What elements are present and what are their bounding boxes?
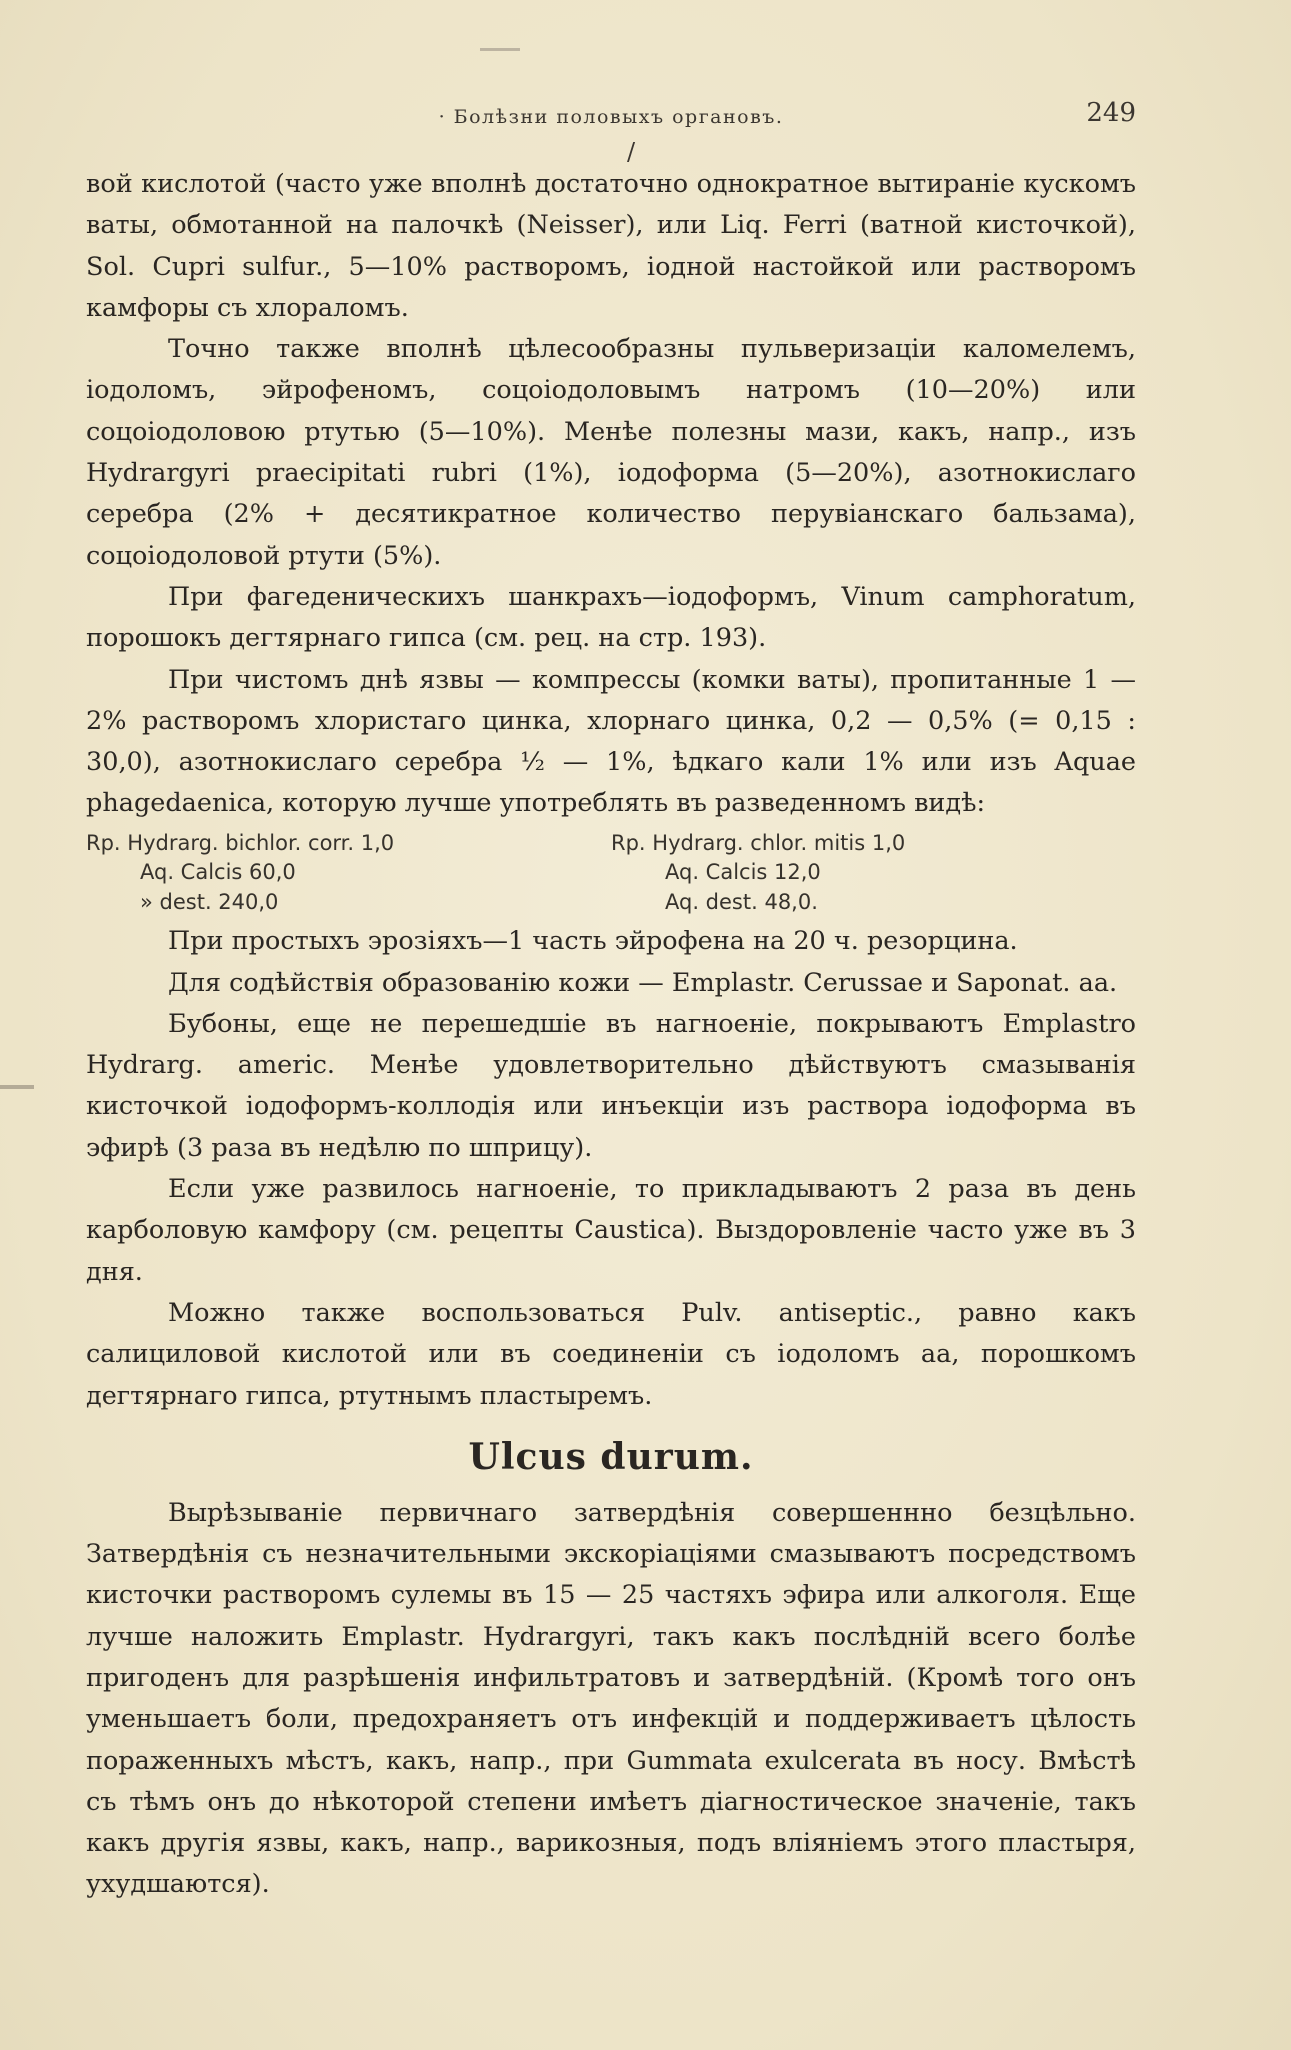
recipe-right	[611, 829, 1136, 918]
paragraph: Точно также вполнѣ цѣлесообразны пульверизаціи каломелемъ, іодоломъ, эйрофеномъ, соцоіодоловымъ натромъ (10—20%) или соцоіодоловою ртутью (5—10%). Менѣе полезны мази, какъ, напр., изъ Hydrargyri praecipitati rubri (1%), іодоформа (5—20%), азотнокислаго серебра (2% + десятикратное количество перувіанскаго бальзама), соцоіодоловой ртути (5%).	[86, 334, 1136, 571]
recipe-left	[86, 829, 611, 918]
paragraph: Вырѣзываніе первичнаго затвердѣнія совершеннно безцѣльно. Затвердѣнія съ незначительными экскоріаціями смазываютъ посредствомъ кисточки растворомъ сулемы въ 15 — 25 частяхъ эфира или алкоголя. Еще лучше наложить Emplastr. Hydrargyri, такъ какъ послѣдній всего болѣе пригоденъ для разрѣшенія инфильтратовъ и затвердѣній. (Кромѣ того онъ уменьшаетъ боли, предохраняетъ отъ инфекцій и поддерживаетъ цѣлость пораженныхъ мѣстъ, какъ, напр., при Gummata exulcerata въ носу. Вмѣстѣ съ тѣмъ онъ до нѣкоторой степени имѣетъ діагностическое значеніе, такъ какъ другія язвы, какъ, напр., варикозныя, подъ вліяніемъ этого пластыря, ухудшаются).	[86, 1497, 1136, 1900]
recipe-line: Aq. Calcis 60,0	[140, 860, 296, 885]
section-heading: Ulcus durum.	[468, 1435, 754, 1478]
recipe-line: Aq. Calcis 12,0	[665, 860, 821, 885]
recipe-line: Aq. dest. 48,0.	[665, 889, 818, 914]
running-title: · Болѣзни половыхъ органовъ.	[438, 106, 784, 128]
paragraph: вой кислотой (часто уже вполнѣ достаточно однократное вытираніе кускомъ ваты, обмотанной на палочкѣ (Neisser), или Liq. Ferri (ватной кисточкой), Sol. Cupri sulfur., 5—10% растворомъ, іодной настойкой или растворомъ камфоры съ хлораломъ.	[86, 169, 1136, 323]
pen-mark: /	[627, 138, 636, 166]
recipes	[86, 829, 1136, 918]
paragraph: При простыхъ эрозіяхъ—1 часть эйрофена на 20 ч. резорцина.	[168, 926, 1018, 957]
paragraph: При фагеденическихъ шанкрахъ—іодоформъ, Vinum camphoratum, порошокъ дегтярнаго гипса (см. рец. на стр. 193).	[86, 581, 1136, 654]
paragraph: При чистомъ днѣ язвы — компрессы (комки ваты), пропитанные 1 — 2% растворомъ хлористаго цинка, хлорнаго цинка, 0,2 — 0,5% (= 0,15 : 30,0), азотнокислаго серебра ½ — 1%, ѣдкаго кали 1% или изъ Aquae phagedaenica, которую лучше употреблять въ разведенномъ видѣ:	[86, 664, 1136, 819]
paragraph: Для содѣйствія образованію кожи — Emplastr. Cerussae и Saponat. aa.	[168, 967, 1118, 998]
body-text	[86, 164, 1136, 1906]
paragraph: Бубоны, еще не перешедшіе въ нагноеніе, покрываютъ Emplastro Hydrarg. americ. Менѣе удовлетворительно дѣйствуютъ смазыванія кисточкой іодоформъ-коллодія или инъекціи изъ раствора іодоформа въ эфирѣ (3 раза въ недѣлю по шприцу).	[86, 1008, 1136, 1163]
margin-mark	[0, 1085, 34, 1089]
page-number: 249	[1086, 98, 1136, 128]
recipe-line: Rp. Hydrarg. chlor. mitis 1,0	[611, 830, 906, 855]
print-smudge	[480, 48, 520, 51]
running-header	[86, 98, 1136, 138]
paragraph: Если уже развилось нагноеніе, то прикладываютъ 2 раза въ день карболовую камфору (см. рецепты Caustica). Выздоровленіе часто уже въ 3 дня.	[86, 1174, 1136, 1287]
recipe-line: » dest. 240,0	[140, 889, 279, 914]
paragraph: Можно также воспользоваться Pulv. antiseptic., равно какъ салициловой кислотой или въ соединеніи съ іодоломъ aa, порошкомъ дегтярнаго гипса, ртутнымъ пластыремъ.	[86, 1297, 1136, 1411]
recipe-line: Rp. Hydrarg. bichlor. corr. 1,0	[86, 830, 395, 855]
